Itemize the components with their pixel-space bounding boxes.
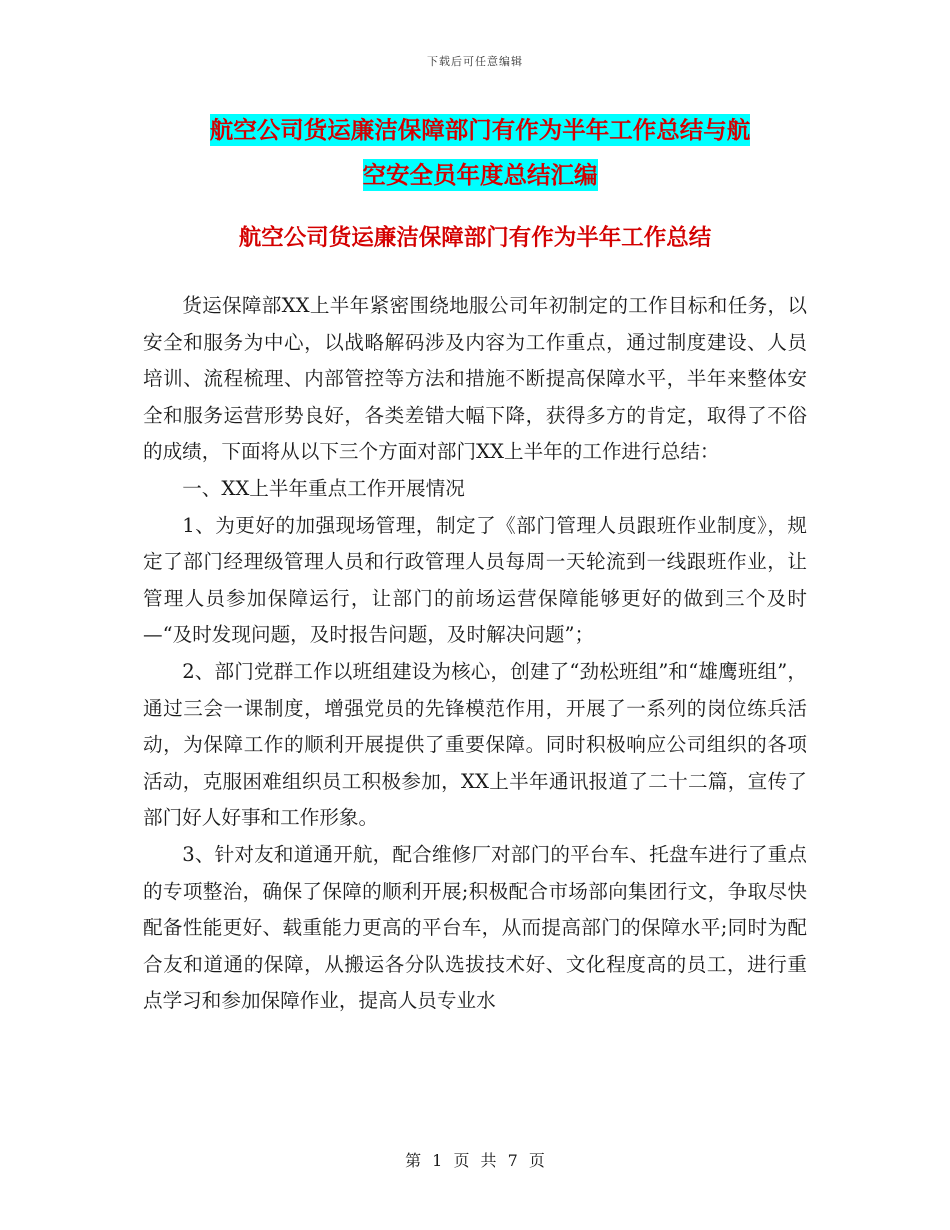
document-title bbox=[100, 108, 860, 198]
page-number-footer: 第 1 页 共 7 页 bbox=[405, 1151, 545, 1170]
page-header-note: 下载后可任意编辑 bbox=[427, 55, 523, 68]
paragraph-item-1: 1、为更好的加强现场管理，制定了《部门管理人员跟班作业制度》，规定了部门经理级管理人员和行政管理人员每周一天轮流到一线跟班作业，让管理人员参加保障运行，让部门的前场运营保障能够更好的做到三个及时—“及时发现问题，及时报告问题，及时解决问题”； bbox=[143, 513, 807, 647]
paragraph-intro: 货运保障部XX上半年紧密围绕地服公司年初制定的工作目标和任务，以安全和服务为中心，以战略解码涉及内容为工作重点，通过制度建设、人员培训、流程梳理、内部管控等方法和措施不断提高保障水平，半年来整体安全和服务运营形势良好，各类差错大幅下降，获得多方的肯定，取得了不俗的成绩，下面将从以下三个方面对部门XX上半年的工作进行总结： bbox=[143, 294, 807, 464]
document-body bbox=[143, 288, 807, 1020]
document-title-line-1: 航空公司货运廉洁保障部门有作为半年工作总结与航 bbox=[209, 116, 751, 144]
section-title: 航空公司货运廉洁保障部门有作为半年工作总结 bbox=[238, 225, 712, 251]
paragraph-item-3: 3、针对友和道通开航，配合维修厂对部门的平台车、托盘车进行了重点的专项整治，确保了保障的顺利开展;积极配合市场部向集团行文，争取尽快配备性能更好、载重能力更高的平台车，从而提高部门的保障水平;同时为配合友和道通的保障，从搬运各分队选拔技术好、文化程度高的员工，进行重点学习和参加保障作业，提高人员专业水 bbox=[143, 842, 807, 1013]
paragraph-item-2: 2、部门党群工作以班组建设为核心，创建了“劲松班组”和“雄鹰班组”，通过三会一课制度，增强党员的先锋模范作用，开展了一系列的岗位练兵活动，为保障工作的顺利开展提供了重要保障。同时积极响应公司组织的各项活动，克服困难组织员工积极参加，XX上半年通讯报道了二十二篇，宣传了部门好人好事和工作形象。 bbox=[143, 659, 807, 830]
document-title-line-2: 空安全员年度总结汇编 bbox=[362, 161, 598, 189]
paragraph-heading-1: 一、XX上半年重点工作开展情况 bbox=[182, 476, 465, 500]
